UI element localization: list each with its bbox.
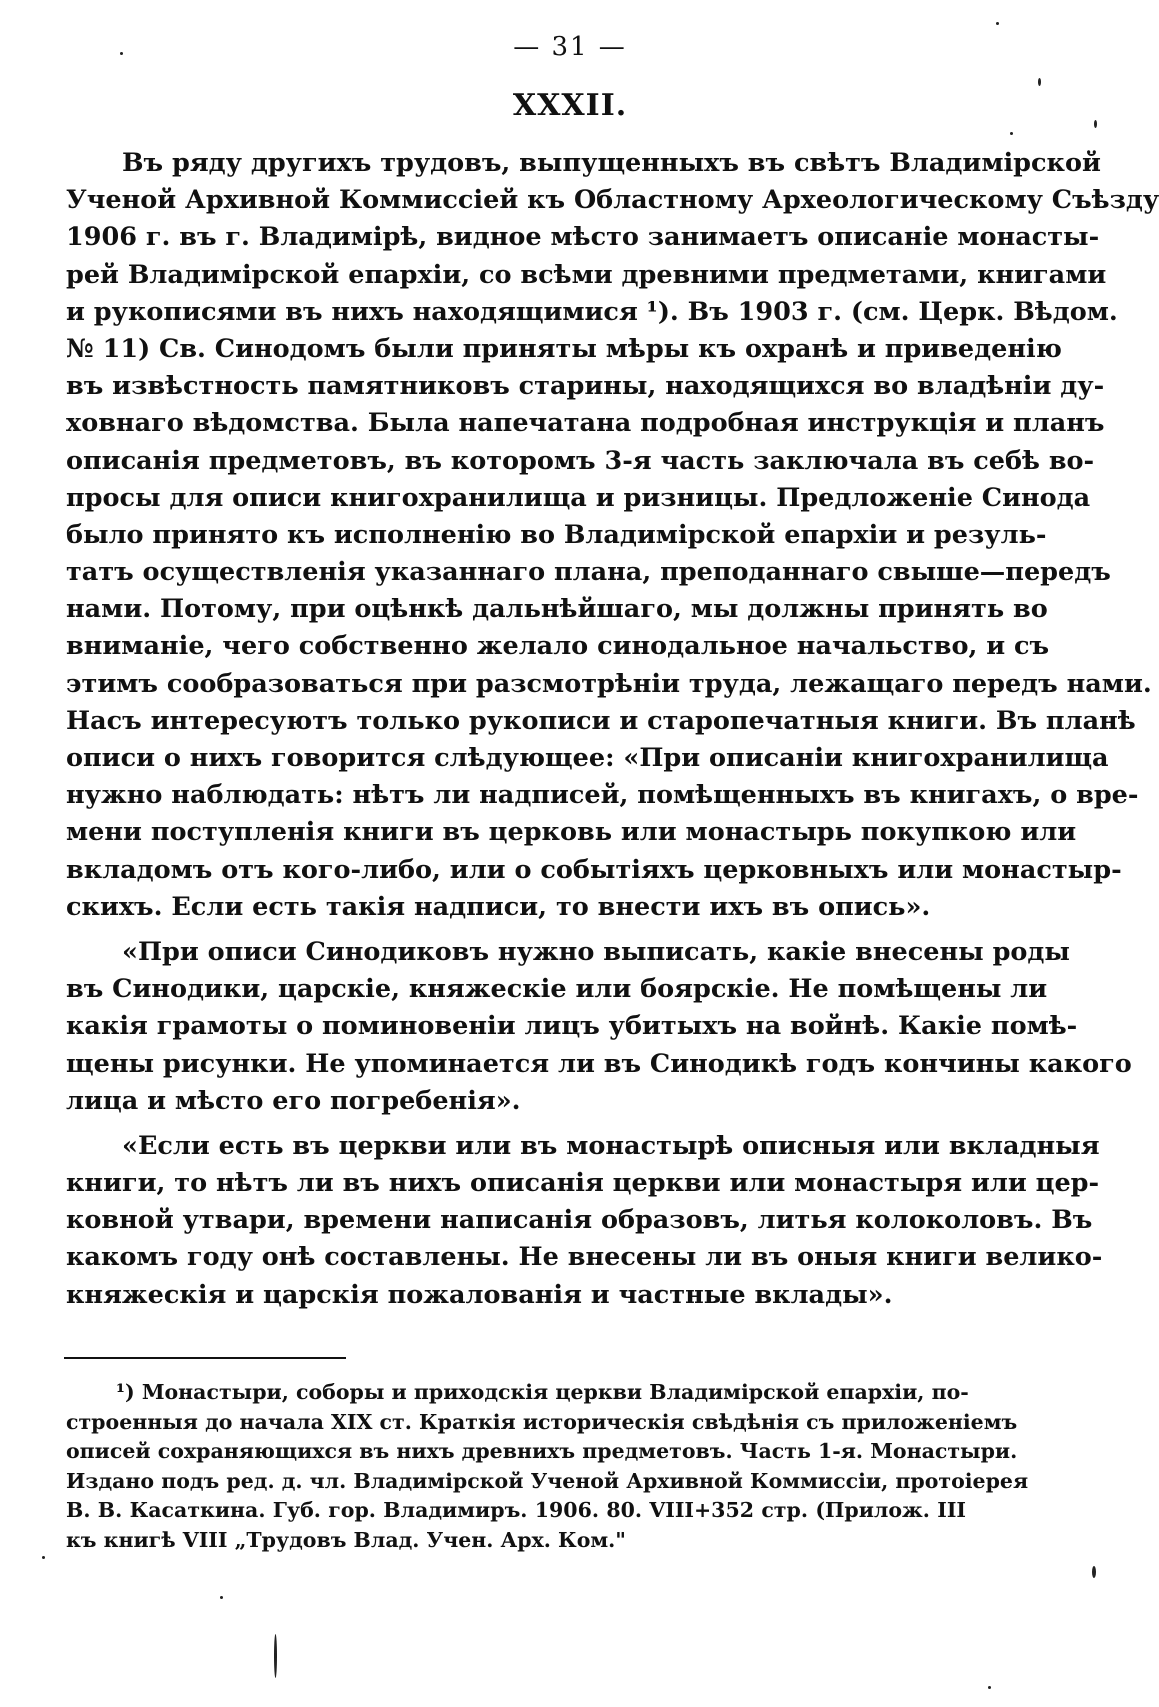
text-line: книги, то нѣтъ ли въ нихъ описанія церкви или монастыря или цер-	[66, 1168, 1100, 1199]
text-line: какія грамоты о поминовеніи лицъ убитыхъ на войнѣ. Какіе помѣ-	[66, 1011, 1078, 1042]
text-line: № 11) Св. Синодомъ были приняты мѣры къ охранѣ и приведенію	[66, 333, 1062, 364]
text-line: щены рисунки. Не упоминается ли въ Синодикѣ годъ кончины какого	[66, 1048, 1132, 1079]
scan-speck	[1010, 132, 1013, 135]
text-line: лица и мѣсто его погребенія».	[66, 1085, 521, 1116]
text-line: вкладомъ отъ кого-либо, или о событіяхъ церковныхъ или монастыр-	[66, 854, 1122, 885]
scan-speck	[1092, 1566, 1096, 1578]
footnote-line: описей сохраняющихся въ нихъ древнихъ предметовъ. Часть 1-я. Монастыри.	[66, 1439, 1018, 1463]
text-line: 1906 г. въ г. Владимірѣ, видное мѣсто занимаетъ описаніе монасты-	[66, 222, 1100, 253]
footnote-line: В. В. Касаткина. Губ. гор. Владимиръ. 1906. 80. VIII+352 стр. (Прилож. III	[66, 1498, 966, 1522]
footnote-line: Издано подъ ред. д. чл. Владимірской Ученой Архивной Коммиссіи, протоіерея	[66, 1468, 1029, 1493]
text-line: ховнаго вѣдомства. Была напечатана подробная инструкція и планъ	[66, 408, 1105, 439]
text-line: въ извѣстность памятниковъ старины, находящихся во владѣніи ду-	[66, 371, 1105, 402]
text-line: Ученой Архивной Коммиссіей къ Областному Археологическому Съѣзду	[66, 185, 1159, 216]
scan-speck	[220, 1596, 223, 1599]
text-line: Насъ интересуютъ только рукописи и старопечатныя книги. Въ планѣ	[66, 705, 1136, 736]
scan-speck	[42, 1556, 45, 1559]
text-line: какомъ году онѣ составлены. Не внесены ли въ оныя книги велико-	[66, 1242, 1103, 1273]
text-line: описанія предметовъ, въ которомъ 3-я часть заключала въ себѣ во-	[66, 445, 1095, 476]
text-line: «Если есть въ церкви или въ монастырѣ описныя или вкладныя	[122, 1130, 1100, 1161]
text-line: этимъ сообразоваться при разсмотрѣніи труда, лежащаго передъ нами.	[66, 668, 1152, 699]
scan-speck	[1038, 78, 1041, 86]
scan-speck	[996, 22, 999, 25]
text-line: было принято къ исполненію во Владимірской епархіи и резуль-	[66, 519, 1047, 550]
text-line: просы для описи книгохранилища и ризницы. Предложеніе Синода	[66, 482, 1091, 513]
text-line: мени поступленія книги въ церковь или монастырь покупкою или	[66, 817, 1077, 848]
text-line: и рукописями въ нихъ находящимися ¹). Въ 1903 г. (см. Церк. Вѣдом.	[66, 296, 1118, 327]
footnote-line: ¹) Монастыри, соборы и приходскія церкви Владимірской епархіи, по-	[116, 1380, 969, 1404]
text-line: ковной утвари, времени написанія образовъ, литья колоколовъ. Въ	[66, 1205, 1093, 1236]
main-text	[66, 145, 1159, 1314]
text-line: Въ ряду другихъ трудовъ, выпущенныхъ въ свѣтъ Владимірской	[122, 148, 1101, 178]
footnote-line: строенныя до начала XIX ст. Краткія историческія свѣдѣнія съ приложеніемъ	[66, 1409, 1018, 1434]
text-line: описи о нихъ говорится слѣдующее: «При описаніи книгохранилища	[66, 743, 1109, 773]
scan-speck	[1094, 120, 1097, 128]
text-line: вниманіе, чего собственно желало синодальное начальство, и съ	[66, 631, 1050, 662]
scan-speck	[988, 1686, 991, 1689]
scan-speck	[274, 1634, 277, 1678]
footnote-line: къ книгѣ VIII „Трудовъ Влад. Учен. Арх. Ком."	[66, 1527, 626, 1552]
text-line: татъ осуществленія указаннаго плана, преподаннаго свыше—передъ	[66, 557, 1111, 588]
text-line: рей Владимірской епархіи, со всѣми древними предметами, книгами	[66, 259, 1107, 290]
text-line: нужно наблюдать: нѣтъ ли надписей, помѣщенныхъ въ книгахъ, о вре-	[66, 780, 1139, 811]
text-line: нами. Потому, при оцѣнкѣ дальнѣйшаго, мы должны принять во	[66, 594, 1048, 625]
section-heading: XXXII.	[512, 88, 628, 123]
text-line: «При описи Синодиковъ нужно выписать, какіе внесены роды	[122, 936, 1070, 967]
footnote-divider	[64, 1357, 346, 1359]
page-number: — 31 —	[513, 32, 627, 62]
text-line: княжескія и царскія пожалованія и частные вклады».	[66, 1279, 893, 1310]
footnote	[66, 1378, 1029, 1555]
text-line: въ Синодики, царскіе, княжескіе или боярскіе. Не помѣщены ли	[66, 974, 1048, 1005]
text-line: скихъ. Если есть такія надписи, то внести ихъ въ опись».	[66, 891, 931, 922]
scan-speck	[120, 52, 123, 55]
